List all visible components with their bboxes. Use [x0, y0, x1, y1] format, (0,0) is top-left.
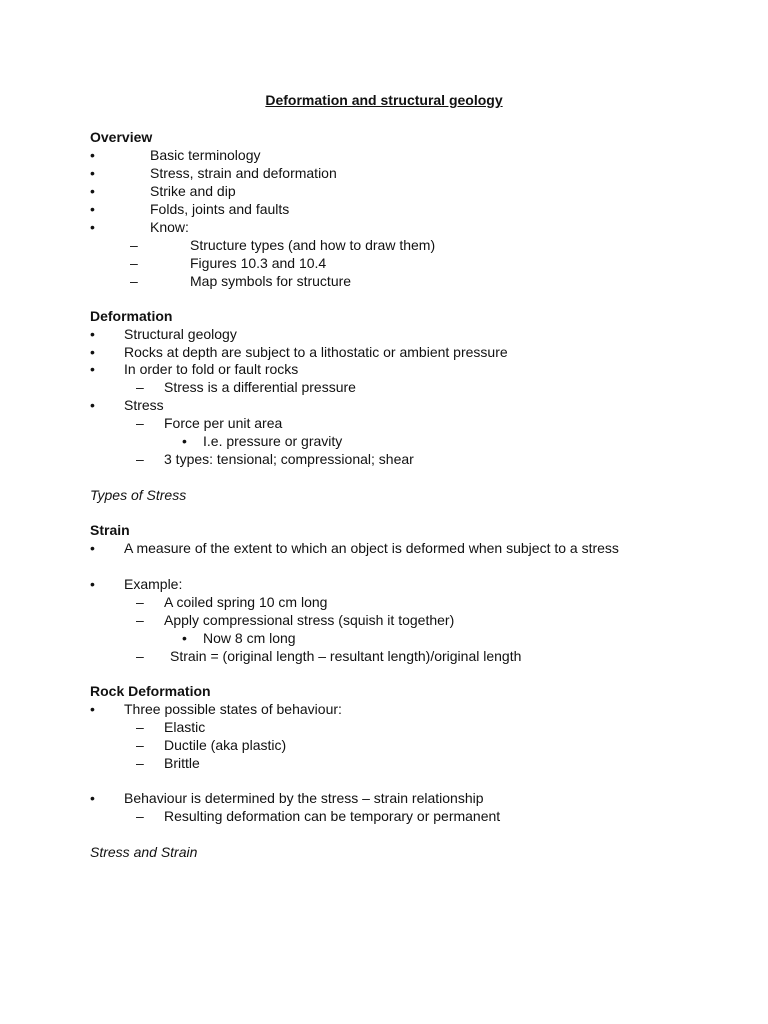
dash-marker: – [136, 415, 144, 431]
deformation-item: Structural geology [124, 326, 237, 342]
bullet-marker: • [90, 326, 95, 342]
dash-marker: – [136, 808, 144, 824]
deformation-item: Rocks at depth are subject to a lithostatic or ambient pressure [124, 344, 508, 360]
bullet-marker: • [90, 219, 95, 235]
dash-marker: – [136, 737, 144, 753]
bullet-marker: • [90, 147, 95, 163]
strain-item: Example: [124, 576, 183, 592]
overview-item: Strike and dip [150, 183, 236, 199]
behaviour-state: Ductile (aka plastic) [164, 737, 287, 753]
bullet-marker: • [90, 361, 95, 377]
bullet-marker: • [90, 790, 95, 806]
dash-marker: – [136, 648, 144, 664]
behaviour-state: Brittle [164, 755, 200, 771]
stress-and-strain-caption: Stress and Strain [90, 844, 198, 860]
deformation-subitem: Force per unit area [164, 415, 283, 431]
behaviour-state: Elastic [164, 719, 206, 735]
strain-subsubitem: Now 8 cm long [203, 630, 296, 646]
bullet-marker: • [90, 576, 95, 592]
dash-marker: – [136, 612, 144, 628]
deformation-item: Stress [124, 397, 164, 413]
bullet-marker: • [90, 701, 95, 717]
bullet-marker: • [90, 183, 95, 199]
strain-subitem: A coiled spring 10 cm long [164, 594, 328, 610]
overview-item: Folds, joints and faults [150, 201, 290, 217]
rock-deformation-subitem: Resulting deformation can be temporary or permanent [164, 808, 501, 824]
bullet-marker: • [90, 201, 95, 217]
document-title: Deformation and structural geology [265, 92, 503, 108]
deformation-heading: Deformation [90, 308, 173, 324]
deformation-subitem: Stress is a differential pressure [164, 379, 356, 395]
strain-heading: Strain [90, 522, 130, 538]
overview-item: Know: [150, 219, 189, 235]
strain-item: A measure of the extent to which an object is deformed when subject to a stress [124, 540, 619, 556]
dash-marker: – [130, 237, 138, 253]
dash-marker: – [136, 451, 144, 467]
strain-subitem: Apply compressional stress (squish it together) [164, 612, 455, 628]
know-item: Figures 10.3 and 10.4 [190, 255, 327, 271]
overview-heading: Overview [90, 129, 153, 145]
bullet-marker: • [90, 344, 95, 360]
overview-item: Basic terminology [150, 147, 261, 163]
rock-deformation-item: Three possible states of behaviour: [124, 701, 342, 717]
deformation-subitem: 3 types: tensional; compressional; shear [164, 451, 414, 467]
dash-marker: – [136, 594, 144, 610]
strain-subitem: Strain = (original length – resultant length)/original length [170, 648, 522, 664]
deformation-subsubitem: I.e. pressure or gravity [203, 433, 343, 449]
dash-marker: – [130, 255, 138, 271]
rock-deformation-heading: Rock Deformation [90, 683, 211, 699]
bullet-marker: • [182, 630, 187, 646]
bullet-marker: • [90, 165, 95, 181]
bullet-marker: • [182, 433, 187, 449]
rock-deformation-item: Behaviour is determined by the stress – strain relationship [124, 790, 484, 806]
bullet-marker: • [90, 397, 95, 413]
dash-marker: – [136, 755, 144, 771]
dash-marker: – [136, 719, 144, 735]
know-item: Map symbols for structure [190, 273, 352, 289]
dash-marker: – [130, 273, 138, 289]
overview-item: Stress, strain and deformation [150, 165, 337, 181]
know-item: Structure types (and how to draw them) [190, 237, 436, 253]
types-of-stress-caption: Types of Stress [90, 487, 187, 503]
dash-marker: – [136, 379, 144, 395]
bullet-marker: • [90, 540, 95, 556]
deformation-item: In order to fold or fault rocks [124, 361, 299, 377]
